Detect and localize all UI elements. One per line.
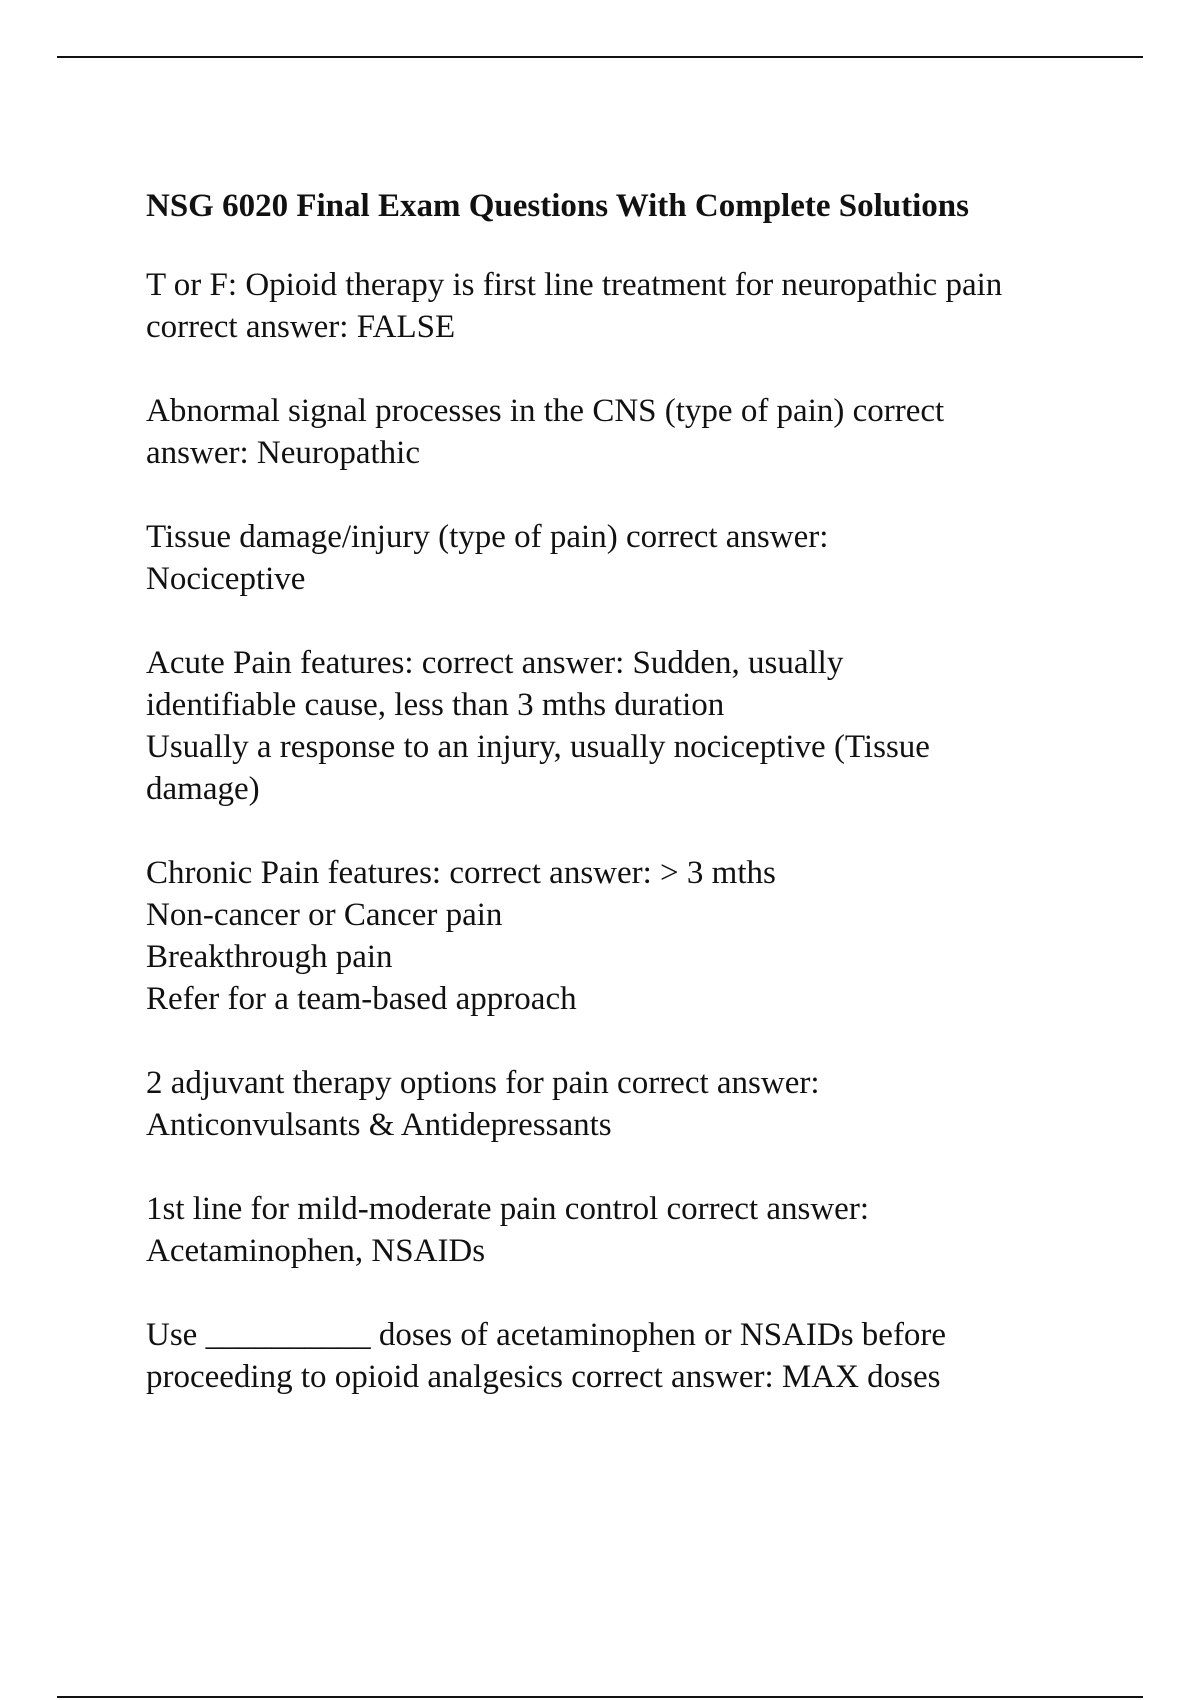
qa-line: correct answer: FALSE <box>146 309 456 345</box>
qa-line: T or F: Opioid therapy is first line treatment for neuropathic pain <box>146 267 1003 303</box>
qa-line: proceeding to opioid analgesics correct answer: MAX doses <box>146 1359 941 1395</box>
qa-line: Breakthrough pain <box>146 939 393 975</box>
qa-item <box>146 264 1146 348</box>
document-title: NSG 6020 Final Exam Questions With Complete Solutions <box>146 188 969 224</box>
document-body <box>146 186 1146 1440</box>
qa-line: Abnormal signal processes in the CNS (type of pain) correct <box>146 393 945 429</box>
qa-line: Refer for a team-based approach <box>146 981 577 1017</box>
qa-line: Anticonvulsants & Antidepressants <box>146 1107 612 1143</box>
qa-item <box>146 1314 1146 1398</box>
qa-line: 1st line for mild-moderate pain control correct answer: <box>146 1191 869 1227</box>
qa-line: identifiable cause, less than 3 mths duration <box>146 687 725 723</box>
qa-line: Non-cancer or Cancer pain <box>146 897 503 933</box>
qa-line: Acetaminophen, NSAIDs <box>146 1233 486 1269</box>
qa-item <box>146 516 1146 600</box>
qa-line: Acute Pain features: correct answer: Sudden, usually <box>146 645 844 681</box>
qa-line: Usually a response to an injury, usually nociceptive (Tissue <box>146 729 930 765</box>
footer-rule <box>57 1696 1143 1698</box>
qa-item <box>146 852 1146 1020</box>
qa-line: 2 adjuvant therapy options for pain correct answer: <box>146 1065 820 1101</box>
qa-item <box>146 1062 1146 1146</box>
qa-line: answer: Neuropathic <box>146 435 420 471</box>
qa-line: Nociceptive <box>146 561 306 597</box>
qa-item <box>146 1188 1146 1272</box>
qa-item <box>146 642 1146 810</box>
qa-line: damage) <box>146 771 260 807</box>
qa-line: Chronic Pain features: correct answer: > 3 mths <box>146 855 776 891</box>
qa-line: Tissue damage/injury (type of pain) correct answer: <box>146 519 829 555</box>
qa-item <box>146 390 1146 474</box>
header-rule <box>57 56 1143 58</box>
qa-line: Use __________ doses of acetaminophen or NSAIDs before <box>146 1317 947 1353</box>
